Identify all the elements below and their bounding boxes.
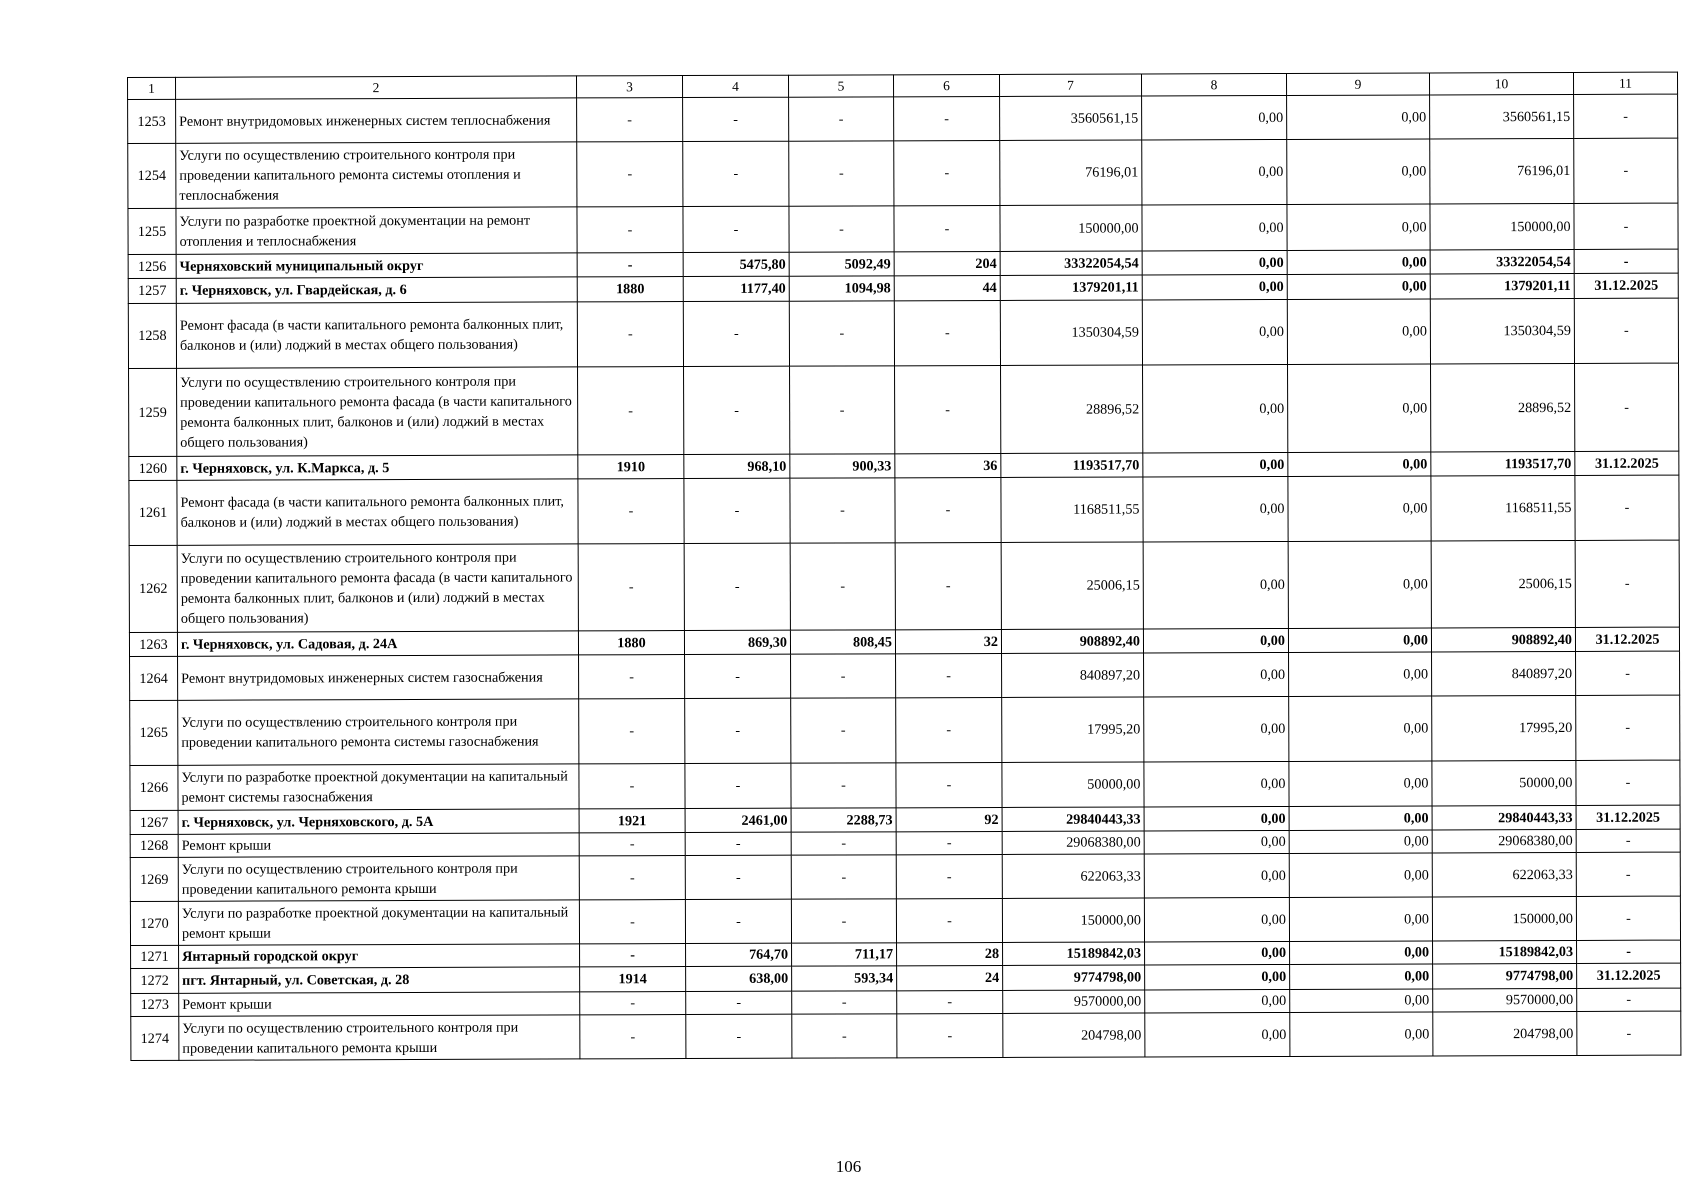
col-5-cell: - — [792, 991, 897, 1014]
col-9-cell: 0,00 — [1288, 452, 1431, 476]
row-name: Ремонт внутридомовых инженерных систем газоснабжения — [178, 655, 579, 700]
header-cell-3: 3 — [576, 76, 682, 98]
row-name: Услуги по разработке проектной документации на ремонт отопления и теплоснабжения — [176, 207, 577, 254]
col-6-cell: 28 — [897, 942, 1003, 965]
row-name: Услуги по осуществлению строительного контроля при проведении капитального ремонта системы отопления и теплоснабжения — [176, 142, 577, 208]
col-8-cell: 0,00 — [1145, 989, 1290, 1013]
col-7-cell: 1379201,11 — [1000, 275, 1142, 300]
col-8-cell: 0,00 — [1143, 364, 1288, 453]
col-7-cell: 25006,15 — [1001, 542, 1143, 629]
col-6-cell: - — [896, 653, 1002, 697]
col-6-cell: - — [897, 1013, 1003, 1057]
col-5-cell: 593,34 — [792, 966, 897, 991]
col-7-cell: 1193517,70 — [1001, 453, 1143, 477]
col-11-cell: - — [1577, 1011, 1681, 1055]
col-5-cell: - — [791, 855, 896, 899]
col-9-cell: 0,00 — [1287, 204, 1430, 250]
col-9-cell: 0,00 — [1289, 652, 1432, 696]
col-5-cell: - — [790, 478, 895, 543]
table-body — [128, 72, 1681, 1060]
col-10-cell: 1193517,70 — [1431, 451, 1575, 476]
col-5-cell: - — [792, 1014, 897, 1058]
col-6-cell: 92 — [896, 807, 1002, 831]
col-7-cell: 28896,52 — [1001, 365, 1143, 453]
col-7-cell: 150000,00 — [1002, 898, 1144, 942]
col-4-cell: - — [685, 698, 791, 763]
col-9-cell: 0,00 — [1290, 1012, 1433, 1056]
table-row — [129, 475, 1679, 545]
col-7-cell: 50000,00 — [1002, 762, 1144, 807]
col-8-cell: 0,00 — [1142, 299, 1287, 365]
col-7-cell: 76196,01 — [1000, 140, 1142, 205]
col-8-cell: 0,00 — [1145, 941, 1290, 965]
col-7-cell: 3560561,15 — [1000, 96, 1142, 140]
col-9-cell: 0,00 — [1288, 628, 1431, 652]
col-8-cell: 0,00 — [1142, 95, 1287, 140]
row-name: Услуги по осуществлению строительного контроля при проведении капитального ремонта фасада (в части капитального ремонта балконных плит, балконов и (или) лоджий в местах общего пользования) — [177, 367, 578, 456]
col-6-cell: - — [897, 990, 1003, 1013]
row-name: Ремонт крыши — [179, 992, 580, 1016]
col-4-cell: - — [684, 543, 790, 630]
col-9-cell: 0,00 — [1289, 830, 1432, 853]
col-11-cell: - — [1576, 651, 1680, 695]
col-11-cell: - — [1574, 138, 1678, 203]
row-name: Ремонт фасада (в части капитального ремонта балконных плит, балконов и (или) лоджий в местах общего пользования) — [177, 479, 578, 545]
col-4-cell: 2461,00 — [685, 808, 791, 832]
col-3-cell: - — [578, 479, 684, 544]
col-8-cell: 0,00 — [1142, 204, 1287, 251]
col-5-cell: - — [789, 97, 894, 141]
col-6-cell: 24 — [897, 965, 1003, 990]
col-7-cell: 204798,00 — [1003, 1013, 1145, 1057]
col-11-cell: - — [1574, 203, 1678, 249]
row-name: Услуги по осуществлению строительного контроля при проведении капитального ремонта крыши — [178, 856, 579, 901]
col-10-cell: 9774798,00 — [1433, 963, 1577, 989]
col-3-cell: - — [577, 253, 683, 277]
row-name: Ремонт крыши — [178, 833, 579, 857]
row-name: пгт. Янтарный, ул. Советская, д. 28 — [179, 967, 580, 993]
col-8-cell: 0,00 — [1144, 853, 1289, 898]
header-cell-7: 7 — [999, 74, 1141, 96]
col-4-cell: - — [686, 991, 792, 1014]
row-number: 1256 — [128, 254, 176, 278]
row-number: 1253 — [128, 99, 176, 143]
col-4-cell: - — [685, 832, 791, 855]
row-name: Услуги по осуществлению строительного контроля при проведении капитального ремонта системы газоснабжения — [178, 699, 579, 765]
col-9-cell: 0,00 — [1289, 853, 1432, 897]
col-8-cell: 0,00 — [1144, 652, 1289, 697]
col-5-cell: - — [791, 763, 896, 808]
col-7-cell: 1168511,55 — [1001, 477, 1143, 542]
col-6-cell: - — [894, 205, 1000, 251]
col-4-cell: - — [683, 97, 789, 141]
col-4-cell: 968,10 — [684, 454, 790, 478]
col-9-cell: 0,00 — [1288, 364, 1431, 452]
col-9-cell: 0,00 — [1287, 95, 1430, 139]
col-3-cell: - — [580, 944, 686, 967]
col-7-cell: 15189842,03 — [1003, 942, 1145, 965]
col-11-cell: - — [1576, 896, 1680, 940]
row-name: Услуги по разработке проектной документации на капитальный ремонт крыши — [178, 900, 579, 945]
col-6-cell: 32 — [895, 629, 1001, 653]
col-10-cell: 840897,20 — [1432, 651, 1576, 696]
col-7-cell: 9570000,00 — [1003, 990, 1145, 1013]
col-6-cell: - — [894, 300, 1000, 365]
table-row — [128, 138, 1678, 208]
col-7-cell: 29840443,33 — [1002, 807, 1144, 831]
col-8-cell: 0,00 — [1142, 274, 1287, 300]
col-8-cell: 0,00 — [1143, 628, 1288, 653]
col-3-cell: - — [579, 764, 685, 809]
col-11-cell: - — [1574, 94, 1678, 138]
row-name: Ремонт фасада (в части капитального ремонта балконных плит, балконов и (или) лоджий в местах общего пользования) — [176, 302, 577, 368]
table-row — [130, 896, 1680, 945]
col-10-cell: 29840443,33 — [1432, 805, 1576, 830]
row-number: 1259 — [129, 368, 177, 456]
col-6-cell: - — [896, 697, 1002, 762]
table-row — [128, 203, 1678, 254]
col-4-cell: - — [686, 1014, 792, 1058]
col-11-cell: - — [1577, 940, 1681, 963]
col-10-cell: 28896,52 — [1431, 363, 1575, 452]
col-9-cell: 0,00 — [1289, 761, 1432, 806]
col-10-cell: 15189842,03 — [1433, 940, 1577, 964]
row-name: Услуги по разработке проектной документации на капитальный ремонт системы газоснабжения — [178, 764, 579, 810]
col-8-cell: 0,00 — [1142, 250, 1287, 275]
col-7-cell: 150000,00 — [1000, 205, 1142, 251]
col-5-cell: 711,17 — [792, 943, 897, 966]
col-3-cell: 1880 — [577, 277, 683, 302]
row-name: Ремонт внутридомовых инженерных систем теплоснабжения — [176, 98, 577, 143]
col-5-cell: 1094,98 — [789, 276, 894, 301]
col-7-cell: 840897,20 — [1002, 653, 1144, 697]
row-number: 1257 — [128, 278, 176, 303]
header-cell-10: 10 — [1429, 72, 1573, 95]
col-3-cell: - — [578, 544, 684, 631]
col-4-cell: 5475,80 — [683, 252, 789, 276]
col-6-cell: - — [896, 831, 1002, 854]
col-10-cell: 1379201,11 — [1430, 273, 1574, 299]
col-4-cell: - — [685, 855, 791, 899]
col-11-cell: - — [1575, 475, 1679, 540]
col-10-cell: 9570000,00 — [1433, 988, 1577, 1012]
col-5-cell: - — [790, 543, 895, 630]
row-number: 1261 — [129, 480, 177, 545]
col-11-cell: - — [1574, 298, 1678, 363]
col-6-cell: - — [894, 140, 1000, 205]
row-number: 1255 — [128, 208, 176, 254]
col-8-cell: 0,00 — [1144, 761, 1289, 807]
table-row — [128, 298, 1678, 368]
col-11-cell: 31.12.2025 — [1575, 627, 1679, 651]
col-11-cell: 31.12.2025 — [1576, 805, 1680, 829]
col-11-cell: - — [1576, 695, 1680, 760]
col-3-cell: - — [577, 98, 683, 142]
col-6-cell: - — [895, 365, 1001, 453]
col-7-cell: 33322054,54 — [1000, 251, 1142, 275]
table-row — [128, 94, 1678, 143]
row-name: г. Черняховск, ул. К.Маркса, д. 5 — [177, 455, 578, 480]
header-cell-1: 1 — [128, 77, 176, 99]
page-number: 106 — [835, 1157, 862, 1176]
col-10-cell: 1350304,59 — [1430, 298, 1574, 364]
col-9-cell: 0,00 — [1290, 941, 1433, 964]
col-5-cell: - — [789, 301, 894, 366]
row-number: 1272 — [131, 968, 179, 993]
col-10-cell: 25006,15 — [1431, 540, 1575, 628]
table-row — [130, 852, 1680, 901]
col-10-cell: 33322054,54 — [1430, 249, 1574, 274]
col-5-cell: 5092,49 — [789, 252, 894, 276]
header-cell-9: 9 — [1286, 73, 1429, 95]
col-6-cell: - — [894, 96, 1000, 140]
row-number: 1273 — [131, 993, 179, 1016]
col-3-cell: - — [579, 900, 685, 944]
col-10-cell: 204798,00 — [1433, 1011, 1577, 1056]
col-4-cell: - — [683, 141, 789, 206]
col-5-cell: - — [791, 899, 896, 943]
col-11-cell: 31.12.2025 — [1577, 963, 1681, 988]
col-8-cell: 0,00 — [1145, 1012, 1290, 1057]
col-10-cell: 150000,00 — [1430, 203, 1574, 250]
col-7-cell: 1350304,59 — [1000, 300, 1142, 365]
header-cell-2: 2 — [176, 76, 577, 99]
col-10-cell: 150000,00 — [1432, 896, 1576, 941]
row-name: Услуги по осуществлению строительного контроля при проведении капитального ремонта крыши — [179, 1015, 580, 1060]
col-10-cell: 50000,00 — [1432, 760, 1576, 806]
col-11-cell: - — [1574, 249, 1678, 273]
col-3-cell: 1910 — [578, 455, 684, 479]
col-6-cell: - — [896, 854, 1002, 898]
row-name: Услуги по осуществлению строительного контроля при проведении капитального ремонта фасада (в части капитального ремонта балконных плит, балконов и (или) лоджий в местах общего пользования) — [177, 544, 578, 632]
header-cell-11: 11 — [1573, 72, 1677, 94]
col-7-cell: 622063,33 — [1002, 854, 1144, 898]
col-3-cell: 1914 — [580, 967, 686, 992]
col-11-cell: - — [1577, 988, 1681, 1011]
col-3-cell: - — [579, 655, 685, 699]
header-cell-6: 6 — [893, 74, 999, 96]
col-8-cell: 0,00 — [1144, 830, 1289, 854]
col-9-cell: 0,00 — [1288, 476, 1431, 541]
row-name: Янтарный городской округ — [179, 944, 580, 968]
col-6-cell: - — [895, 542, 1001, 629]
col-10-cell: 622063,33 — [1432, 852, 1576, 897]
col-4-cell: - — [685, 654, 791, 698]
table-row — [130, 695, 1680, 765]
col-9-cell: 0,00 — [1288, 541, 1431, 628]
col-8-cell: 0,00 — [1144, 696, 1289, 762]
col-7-cell: 9774798,00 — [1003, 965, 1145, 990]
row-number: 1268 — [130, 834, 178, 857]
row-number: 1271 — [131, 945, 179, 968]
col-8-cell: 0,00 — [1144, 806, 1289, 831]
col-4-cell: - — [683, 301, 789, 366]
col-8-cell: 0,00 — [1145, 964, 1290, 990]
row-number: 1262 — [129, 545, 177, 632]
col-10-cell: 76196,01 — [1430, 138, 1574, 204]
col-3-cell: - — [578, 367, 684, 455]
col-4-cell: - — [685, 899, 791, 943]
col-5-cell: - — [791, 654, 896, 698]
col-9-cell: 0,00 — [1290, 964, 1433, 989]
col-5-cell: 900,33 — [790, 454, 895, 478]
row-number: 1264 — [130, 656, 178, 700]
row-number: 1269 — [130, 857, 178, 901]
col-7-cell: 17995,20 — [1002, 697, 1144, 762]
row-number: 1270 — [130, 901, 178, 945]
col-9-cell: 0,00 — [1287, 250, 1430, 274]
header-cell-4: 4 — [682, 75, 788, 97]
col-6-cell: 36 — [895, 453, 1001, 477]
col-7-cell: 29068380,00 — [1002, 831, 1144, 854]
col-5-cell: - — [789, 206, 894, 252]
col-3-cell: - — [579, 856, 685, 900]
row-number: 1265 — [130, 700, 178, 765]
col-7-cell: 908892,40 — [1001, 629, 1143, 653]
col-11-cell: 31.12.2025 — [1575, 451, 1679, 475]
col-11-cell: - — [1576, 829, 1680, 852]
col-9-cell: 0,00 — [1287, 299, 1430, 364]
table-row — [130, 651, 1680, 700]
col-11-cell: - — [1575, 540, 1679, 627]
table-row — [131, 1011, 1681, 1060]
row-name: Черняховский муниципальный округ — [176, 253, 577, 278]
col-3-cell: - — [579, 699, 685, 764]
col-10-cell: 908892,40 — [1431, 627, 1575, 652]
col-10-cell: 29068380,00 — [1432, 829, 1576, 853]
row-name: г. Черняховск, ул. Садовая, д. 24А — [177, 631, 578, 656]
col-4-cell: - — [685, 763, 791, 808]
col-11-cell: 31.12.2025 — [1574, 273, 1678, 298]
col-3-cell: - — [577, 207, 683, 253]
col-9-cell: 0,00 — [1289, 897, 1432, 941]
header-cell-8: 8 — [1141, 73, 1286, 96]
col-10-cell: 17995,20 — [1432, 695, 1576, 761]
col-6-cell: - — [895, 477, 1001, 542]
col-3-cell: 1921 — [579, 809, 685, 833]
row-name: г. Черняховск, ул. Гвардейская, д. 6 — [176, 277, 577, 303]
col-5-cell: 808,45 — [790, 630, 895, 654]
row-name: г. Черняховск, ул. Черняховского, д. 5А — [178, 809, 579, 834]
col-6-cell: 44 — [894, 275, 1000, 300]
col-3-cell: - — [580, 1015, 686, 1059]
col-4-cell: 869,30 — [684, 630, 790, 654]
col-9-cell: 0,00 — [1289, 696, 1432, 761]
col-9-cell: 0,00 — [1290, 989, 1433, 1012]
col-6-cell: 204 — [894, 251, 1000, 275]
col-4-cell: 638,00 — [686, 966, 792, 991]
works-table — [127, 72, 1681, 1061]
col-3-cell: - — [577, 302, 683, 367]
col-8-cell: 0,00 — [1144, 897, 1289, 942]
col-6-cell: - — [896, 762, 1002, 807]
col-9-cell: 0,00 — [1287, 274, 1430, 299]
col-8-cell: 0,00 — [1143, 476, 1288, 542]
col-9-cell: 0,00 — [1289, 806, 1432, 830]
row-number: 1263 — [129, 632, 177, 656]
col-8-cell: 0,00 — [1143, 452, 1288, 477]
col-10-cell: 3560561,15 — [1430, 94, 1574, 139]
header-cell-5: 5 — [788, 75, 893, 97]
col-8-cell: 0,00 — [1142, 139, 1287, 205]
col-4-cell: - — [684, 366, 790, 454]
col-5-cell: - — [789, 141, 894, 206]
row-number: 1254 — [128, 143, 176, 208]
row-number: 1258 — [128, 303, 176, 368]
col-4-cell: - — [684, 478, 790, 543]
col-8-cell: 0,00 — [1143, 541, 1288, 629]
col-3-cell: - — [580, 992, 686, 1015]
col-10-cell: 1168511,55 — [1431, 475, 1575, 541]
col-6-cell: - — [896, 898, 1002, 942]
table-row — [130, 760, 1680, 810]
col-3-cell: - — [579, 833, 685, 856]
col-11-cell: - — [1575, 363, 1679, 451]
row-number: 1274 — [131, 1016, 179, 1060]
table-row — [129, 363, 1679, 456]
col-9-cell: 0,00 — [1287, 139, 1430, 204]
col-4-cell: 1177,40 — [683, 276, 789, 301]
col-11-cell: - — [1576, 852, 1680, 896]
table-row — [129, 540, 1679, 632]
col-5-cell: - — [790, 366, 895, 454]
col-3-cell: 1880 — [578, 631, 684, 655]
row-number: 1266 — [130, 765, 178, 810]
col-5-cell: 2288,73 — [791, 808, 896, 832]
col-4-cell: 764,70 — [686, 943, 792, 966]
col-3-cell: - — [577, 142, 683, 207]
col-5-cell: - — [791, 832, 896, 855]
row-number: 1267 — [130, 810, 178, 834]
col-11-cell: - — [1576, 760, 1680, 805]
row-number: 1260 — [129, 456, 177, 480]
col-4-cell: - — [683, 206, 789, 252]
col-5-cell: - — [791, 698, 896, 763]
